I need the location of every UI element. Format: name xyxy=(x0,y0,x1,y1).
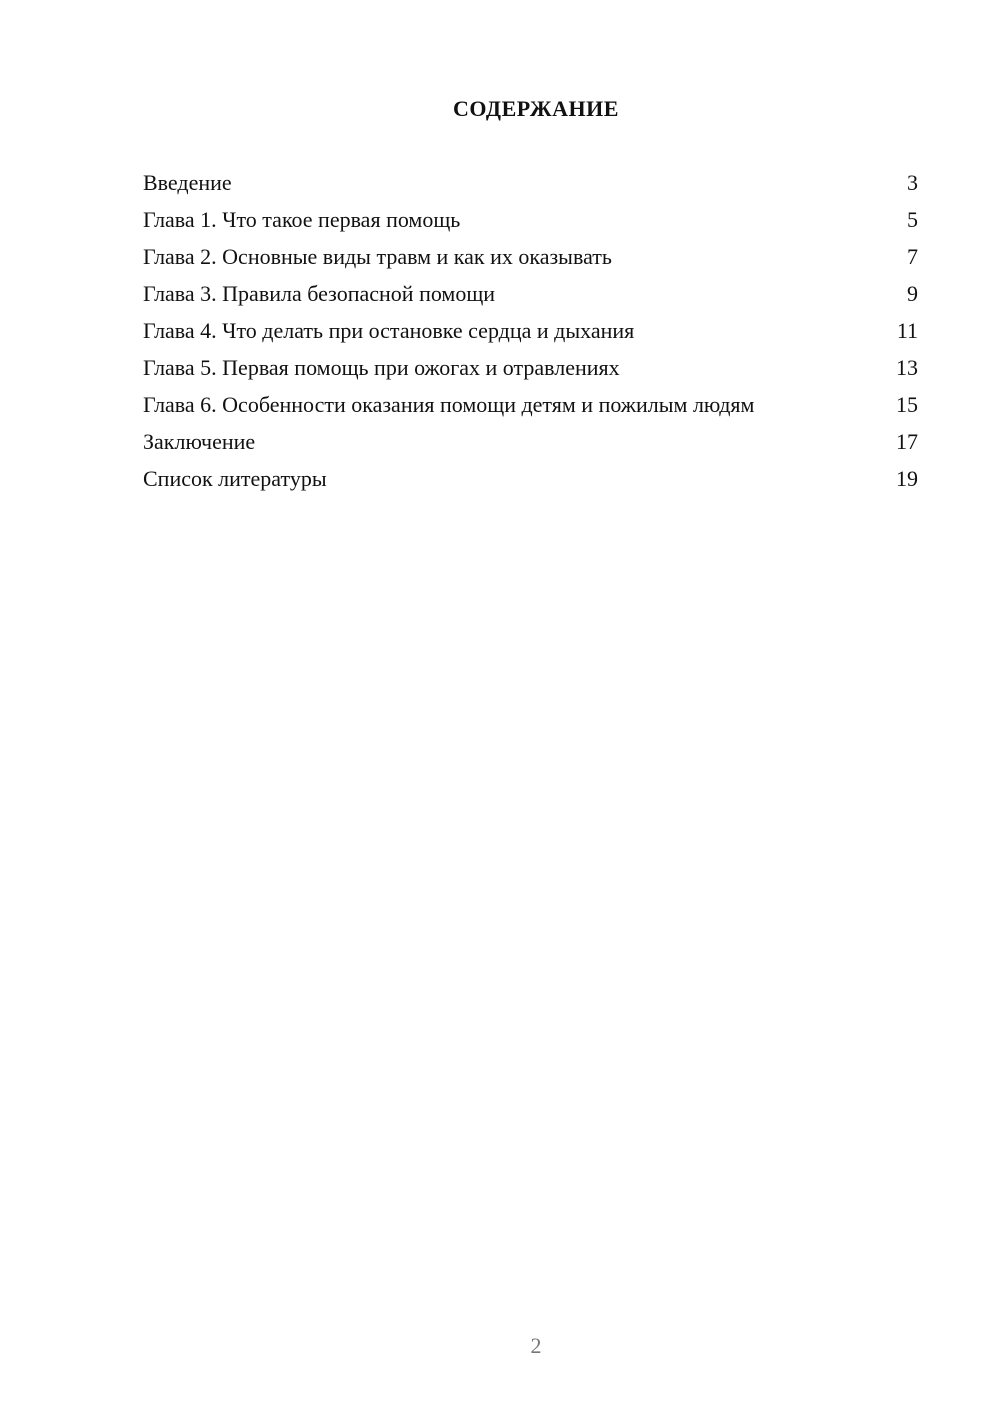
toc-entry-label: Глава 5. Первая помощь при ожогах и отравлениях xyxy=(143,355,620,380)
toc-entry-chapter-5[interactable] xyxy=(143,355,918,381)
toc-entry-page: 19 xyxy=(896,466,918,491)
toc-entry-label: Введение xyxy=(143,170,232,195)
toc-entry-label: Глава 6. Особенности оказания помощи детям и пожилым людям xyxy=(143,392,755,417)
toc-entry-label: Глава 2. Основные виды травм и как их оказывать xyxy=(143,244,612,269)
toc-entry-chapter-2[interactable] xyxy=(143,244,918,270)
toc-entry-label: Глава 3. Правила безопасной помощи xyxy=(143,281,496,306)
toc-entry-references[interactable] xyxy=(143,466,918,492)
toc-entry-label: Глава 4. Что делать при остановке сердца и дыхания xyxy=(143,318,635,343)
page-title: СОДЕРЖАНИЕ xyxy=(453,96,619,121)
page-number: 2 xyxy=(530,1333,542,1358)
toc-entry-page: 17 xyxy=(896,429,918,454)
table-of-contents xyxy=(143,170,918,503)
toc-entry-page: 9 xyxy=(907,281,918,306)
toc-entry-chapter-3[interactable] xyxy=(143,281,918,307)
toc-entry-label: Глава 1. Что такое первая помощь xyxy=(143,207,461,232)
toc-entry-page: 13 xyxy=(896,355,918,380)
toc-entry-page: 11 xyxy=(896,318,918,343)
toc-entry-page: 7 xyxy=(907,244,918,269)
toc-entry-chapter-6[interactable] xyxy=(143,392,918,418)
toc-entry-label: Заключение xyxy=(143,429,256,454)
toc-entry-chapter-4[interactable] xyxy=(143,318,918,344)
toc-entry-page: 15 xyxy=(896,392,918,417)
toc-entry-page: 5 xyxy=(907,207,918,232)
toc-entry-chapter-1[interactable] xyxy=(143,207,918,233)
toc-entry-introduction[interactable] xyxy=(143,170,918,196)
toc-entry-conclusion[interactable] xyxy=(143,429,918,455)
toc-entry-label: Список литературы xyxy=(143,466,327,491)
toc-entry-page: 3 xyxy=(907,170,918,195)
